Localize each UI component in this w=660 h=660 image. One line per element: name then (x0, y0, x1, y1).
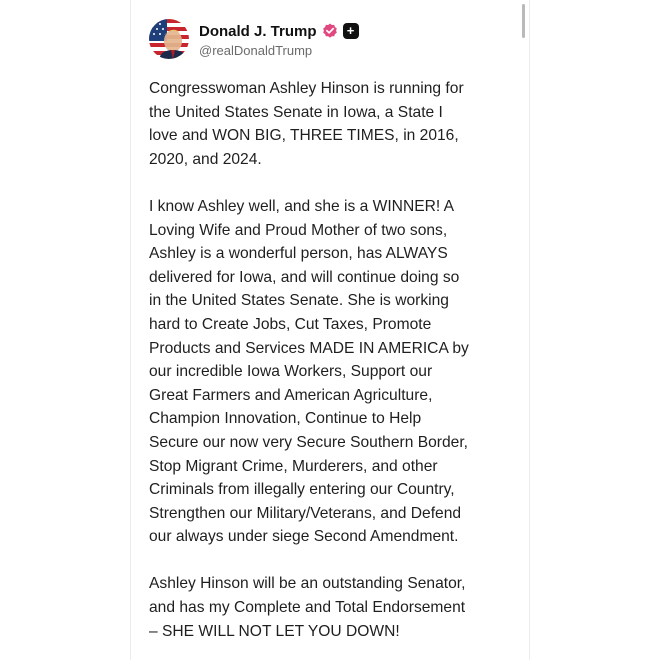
verified-badge-icon (322, 23, 338, 39)
post-paragraph: I know Ashley well, and she is a WINNER! A Loving Wife and Proud Mother of two sons, Ashley is a wonderful person, has ALWAYS delivered for Iowa, and will continue doing so in the United States Senate. She is working hard to Create Jobs, Cut Taxes, Promote Products and Services MADE IN AMERICA by our incredible Iowa Workers, Support our Great Farmers and American Agriculture, Champion Innovation, Continue to Help Secure our now very Secure Southern Border, Stop Migrant Crime, Murderers, and other Criminals from illegally entering our Country, Strengthen our Military/Veterans, and Defend our always under siege Second Amendment. (149, 197, 469, 546)
account-names (199, 20, 359, 58)
scrollbar[interactable] (522, 4, 525, 38)
post-header (149, 17, 359, 61)
post-paragraph: Congresswoman Ashley Hinson is running for the United States Senate in Iowa, a State I love and WON BIG, THREE TIMES, in 2016, 2020, and 2024. (149, 80, 464, 168)
post-paragraph: Ashley Hinson will be an outstanding Senator, and has my Complete and Total Endorsement – SHE WILL NOT LET YOU DOWN! (149, 575, 466, 640)
display-name[interactable]: Donald J. Trump (199, 22, 317, 40)
post-body (149, 77, 521, 643)
display-name-row (199, 20, 359, 42)
avatar[interactable] (149, 19, 189, 59)
account-handle[interactable]: @realDonaldTrump (199, 43, 313, 58)
plus-icon[interactable]: + (343, 23, 359, 39)
flag-portrait-icon (149, 19, 189, 59)
